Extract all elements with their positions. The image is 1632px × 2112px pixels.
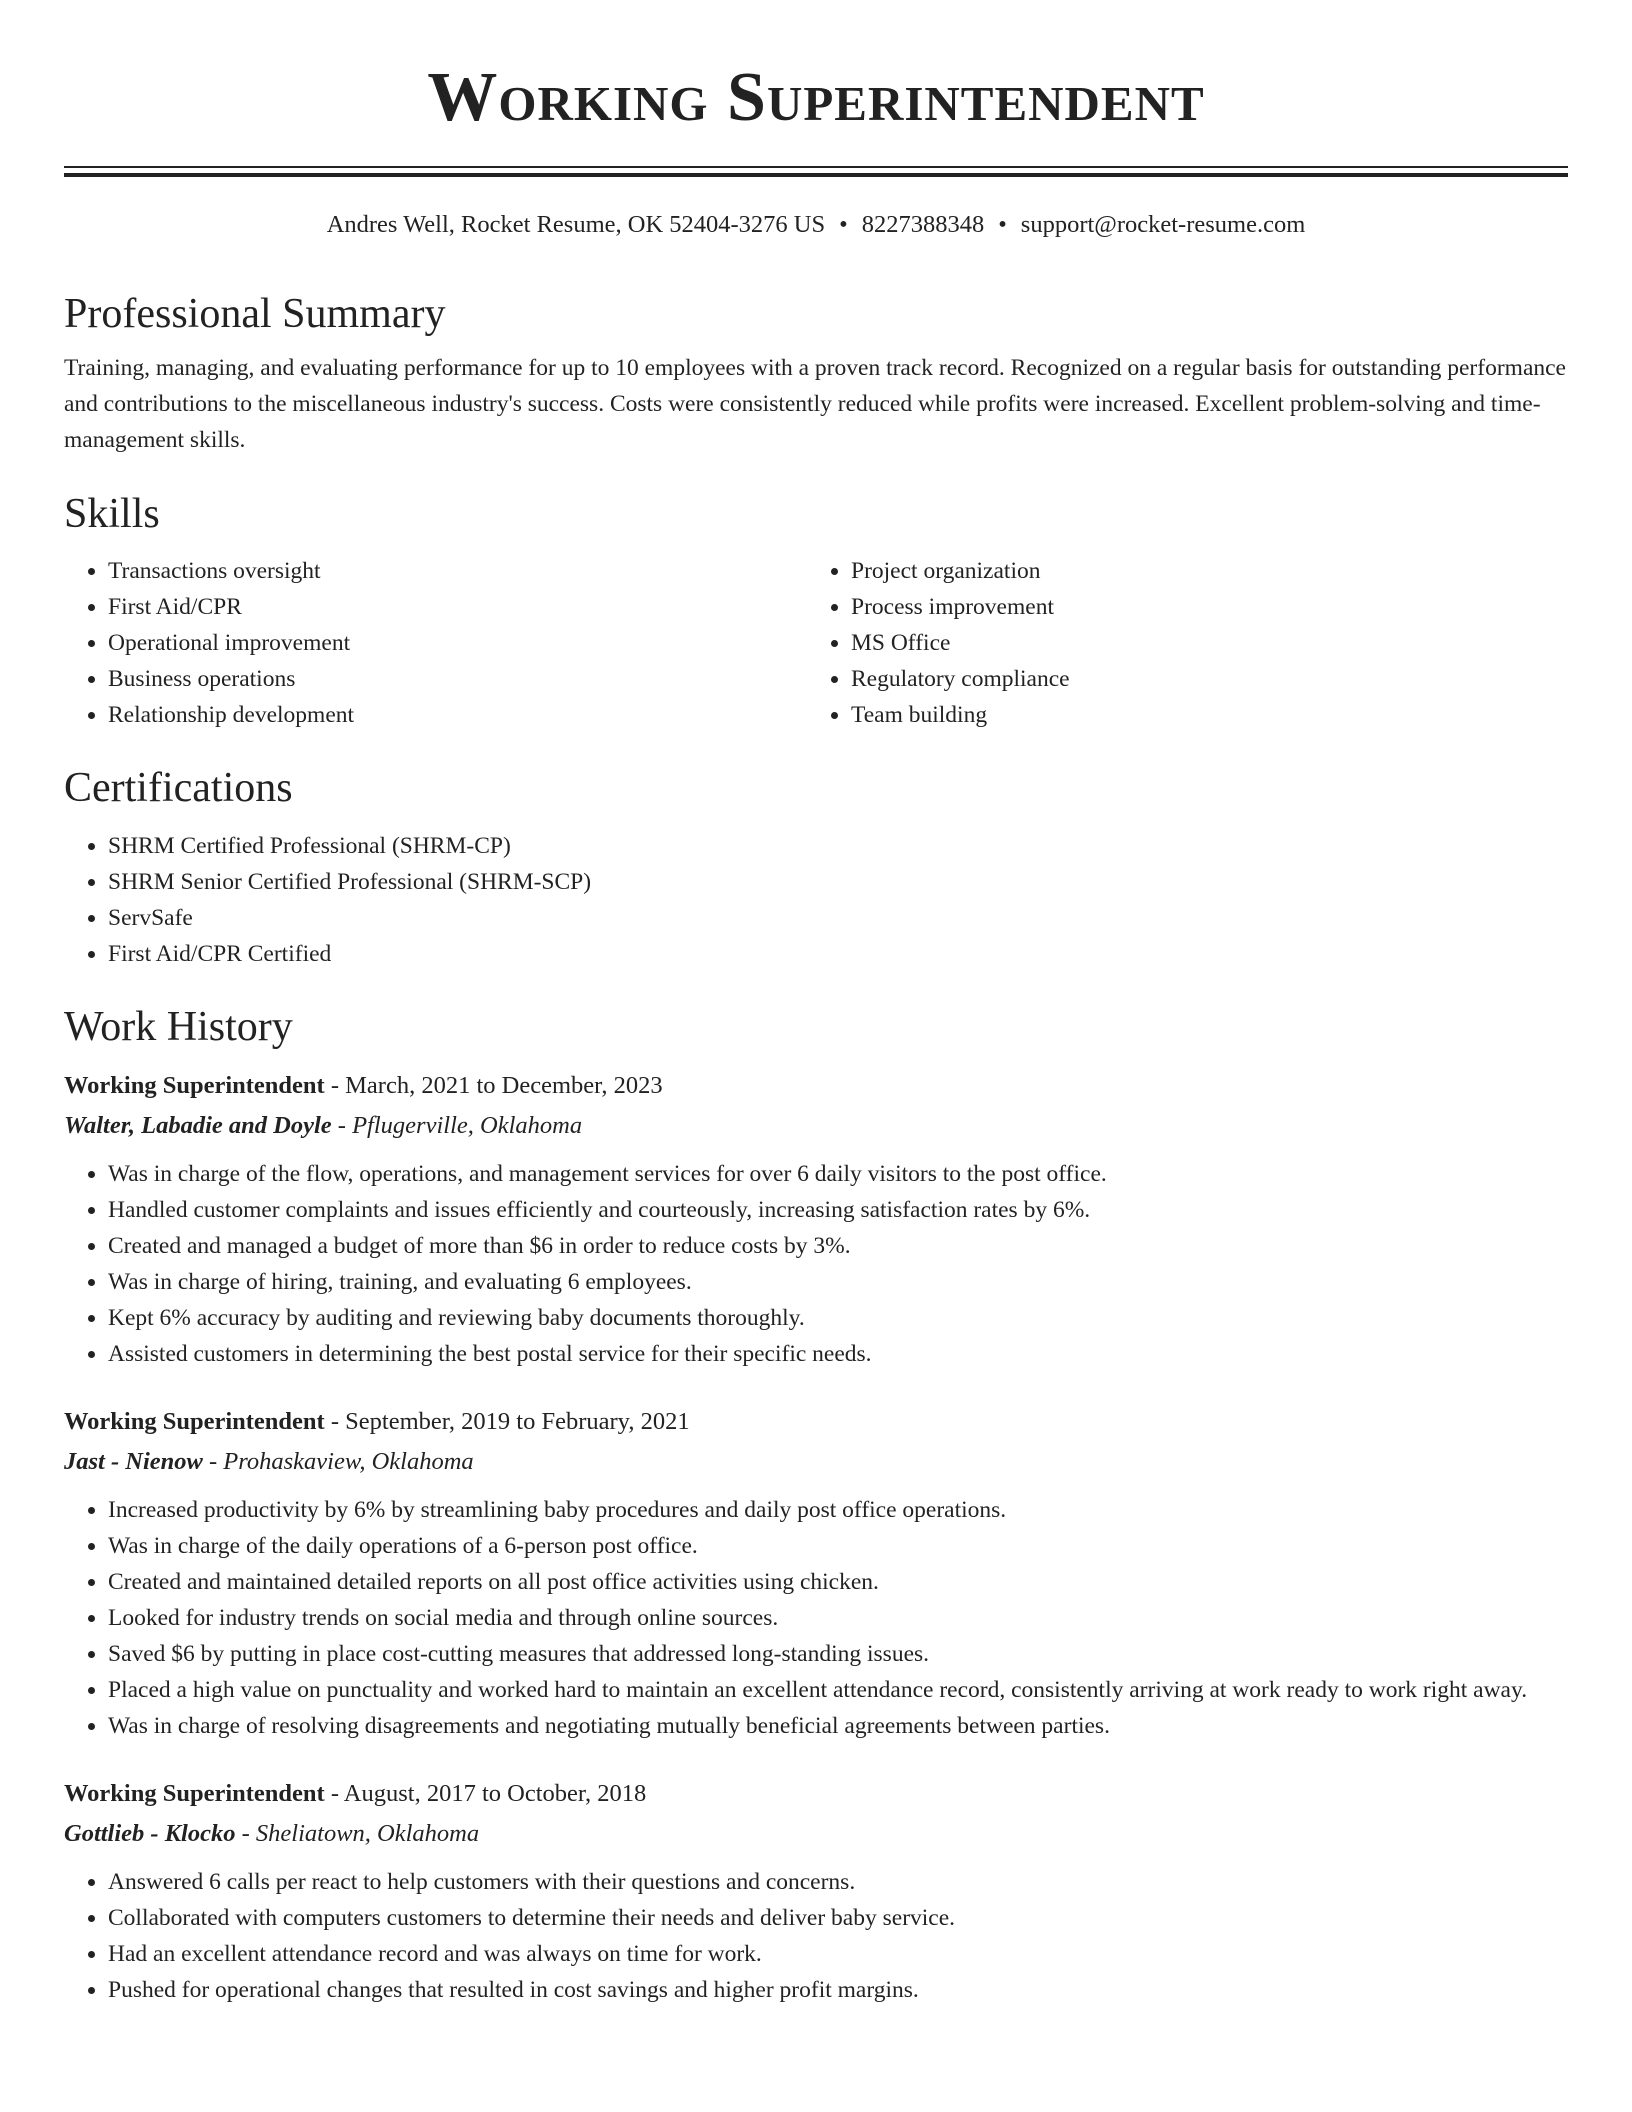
header-divider-thick [64, 173, 1568, 177]
header-divider-thin [64, 166, 1568, 168]
job-employer [64, 1442, 1568, 1482]
job-entry [64, 1066, 1568, 1372]
summary-heading: Professional Summary [64, 290, 446, 337]
certifications-heading: Certifications [64, 765, 293, 812]
job-bullets [64, 1492, 1568, 1744]
certifications-list [64, 828, 1568, 972]
job-bullet: • Had an excellent attendance record and was always on time for work. [108, 1936, 1568, 1972]
work-history-heading: Work History [64, 1003, 293, 1050]
skill-item: • Project organization [851, 553, 1568, 589]
skill-item: • Operational improvement [108, 625, 807, 661]
job-bullet: • Placed a high value on punctuality and worked hard to maintain an excellent attendance record, consistently arriving at work ready to work right away. [108, 1672, 1568, 1708]
job-company: Walter, Labadie and Doyle [64, 1112, 332, 1140]
job-location: Prohaskaview, Oklahoma [223, 1448, 474, 1476]
job-location: Pflugerville, Oklahoma [352, 1112, 583, 1140]
skill-item: • Process improvement [851, 589, 1568, 625]
skill-item: • Regulatory compliance [851, 661, 1568, 697]
contact-email: support@rocket-resume.com [1020, 211, 1306, 238]
job-dates: September, 2019 to February, 2021 [345, 1408, 690, 1436]
job-company: Jast - Nienow [64, 1448, 203, 1476]
job-employer [64, 1106, 1568, 1146]
job-bullet: • Collaborated with computers customers to determine their needs and deliver baby service. [108, 1900, 1568, 1936]
job-bullet: • Answered 6 calls per react to help customers with their questions and concerns. [108, 1864, 1568, 1900]
job-bullet: • Looked for industry trends on social media and through online sources. [108, 1600, 1568, 1636]
job-employer [64, 1814, 1568, 1854]
skills-list-right [807, 553, 1568, 733]
job-bullets [64, 1156, 1568, 1372]
job-location: Sheliatown, Oklahoma [255, 1820, 480, 1848]
skill-item: • Transactions oversight [108, 553, 807, 589]
contact-address: Andres Well, Rocket Resume, OK 52404-3276 US [326, 211, 826, 238]
job-dash: - [331, 1112, 353, 1140]
skill-item: • Team building [851, 697, 1568, 733]
job-bullet: • Created and maintained detailed reports on all post office activities using chicken. [108, 1564, 1568, 1600]
job-dates: March, 2021 to December, 2023 [345, 1072, 663, 1100]
job-bullets [64, 1864, 1568, 2008]
skill-item: • Relationship development [108, 697, 807, 733]
job-bullet: • Handled customer complaints and issues efficiently and courteously, increasing satisfaction rates by 6%. [108, 1192, 1568, 1228]
skills-grid [64, 553, 1568, 733]
job-bullet: • Was in charge of the flow, operations, and management services for over 6 daily visitors to the post office. [108, 1156, 1568, 1192]
job-dash: - [324, 1072, 346, 1100]
job-dash: - [235, 1820, 256, 1848]
skill-item: • First Aid/CPR [108, 589, 807, 625]
certification-item: • SHRM Certified Professional (SHRM-CP) [108, 828, 1568, 864]
job-bullet: • Pushed for operational changes that resulted in cost savings and higher profit margins. [108, 1972, 1568, 2008]
skills-heading: Skills [64, 491, 160, 537]
job-heading [64, 1774, 1568, 1814]
resume-name: Working Superintendent [427, 59, 1205, 136]
job-title: Working Superintendent [64, 1072, 325, 1100]
job-dash: - [324, 1780, 344, 1808]
certification-item: • ServSafe [108, 900, 1568, 936]
certification-item: • First Aid/CPR Certified [108, 936, 1568, 972]
job-bullet: • Was in charge of resolving disagreements and negotiating mutually beneficial agreements between parties. [108, 1708, 1568, 1744]
job-bullet: • Saved $6 by putting in place cost-cutting measures that addressed long-standing issues. [108, 1636, 1568, 1672]
job-dates: August, 2017 to October, 2018 [343, 1780, 647, 1808]
skill-item: • Business operations [108, 661, 807, 697]
job-entry [64, 1402, 1568, 1744]
job-bullet: • Increased productivity by 6% by streamlining baby procedures and daily post office operations. [108, 1492, 1568, 1528]
job-title: Working Superintendent [64, 1780, 325, 1808]
job-company: Gottlieb - Klocko [64, 1820, 236, 1848]
contact-line [64, 207, 1568, 244]
job-dash: - [324, 1408, 346, 1436]
job-bullet: • Kept 6% accuracy by auditing and reviewing baby documents thoroughly. [108, 1300, 1568, 1336]
skill-item: • MS Office [851, 625, 1568, 661]
certification-item: • SHRM Senior Certified Professional (SHRM-SCP) [108, 864, 1568, 900]
job-title: Working Superintendent [64, 1408, 325, 1436]
job-dash: - [202, 1448, 224, 1476]
job-bullet: • Created and managed a budget of more than $6 in order to reduce costs by 3%. [108, 1228, 1568, 1264]
job-entry [64, 1774, 1568, 2008]
contact-separator: • [998, 211, 1007, 238]
job-heading [64, 1066, 1568, 1106]
skills-list-left [64, 553, 807, 733]
contact-phone: 8227388348 [861, 211, 985, 238]
summary-text: Training, managing, and evaluating performance for up to 10 employees with a proven track record. Recognized on a regular basis for outstanding performance and contributions to the miscellaneous industry's success. Costs were consistently reduced while profits were increased. Excellent problem-solving and time-management skills. [64, 355, 1566, 454]
job-bullet: • Assisted customers in determining the best postal service for their specific needs. [108, 1336, 1568, 1372]
contact-separator: • [839, 211, 848, 238]
job-bullet: • Was in charge of hiring, training, and evaluating 6 employees. [108, 1264, 1568, 1300]
job-bullet: • Was in charge of the daily operations of a 6-person post office. [108, 1528, 1568, 1564]
job-heading [64, 1402, 1568, 1442]
